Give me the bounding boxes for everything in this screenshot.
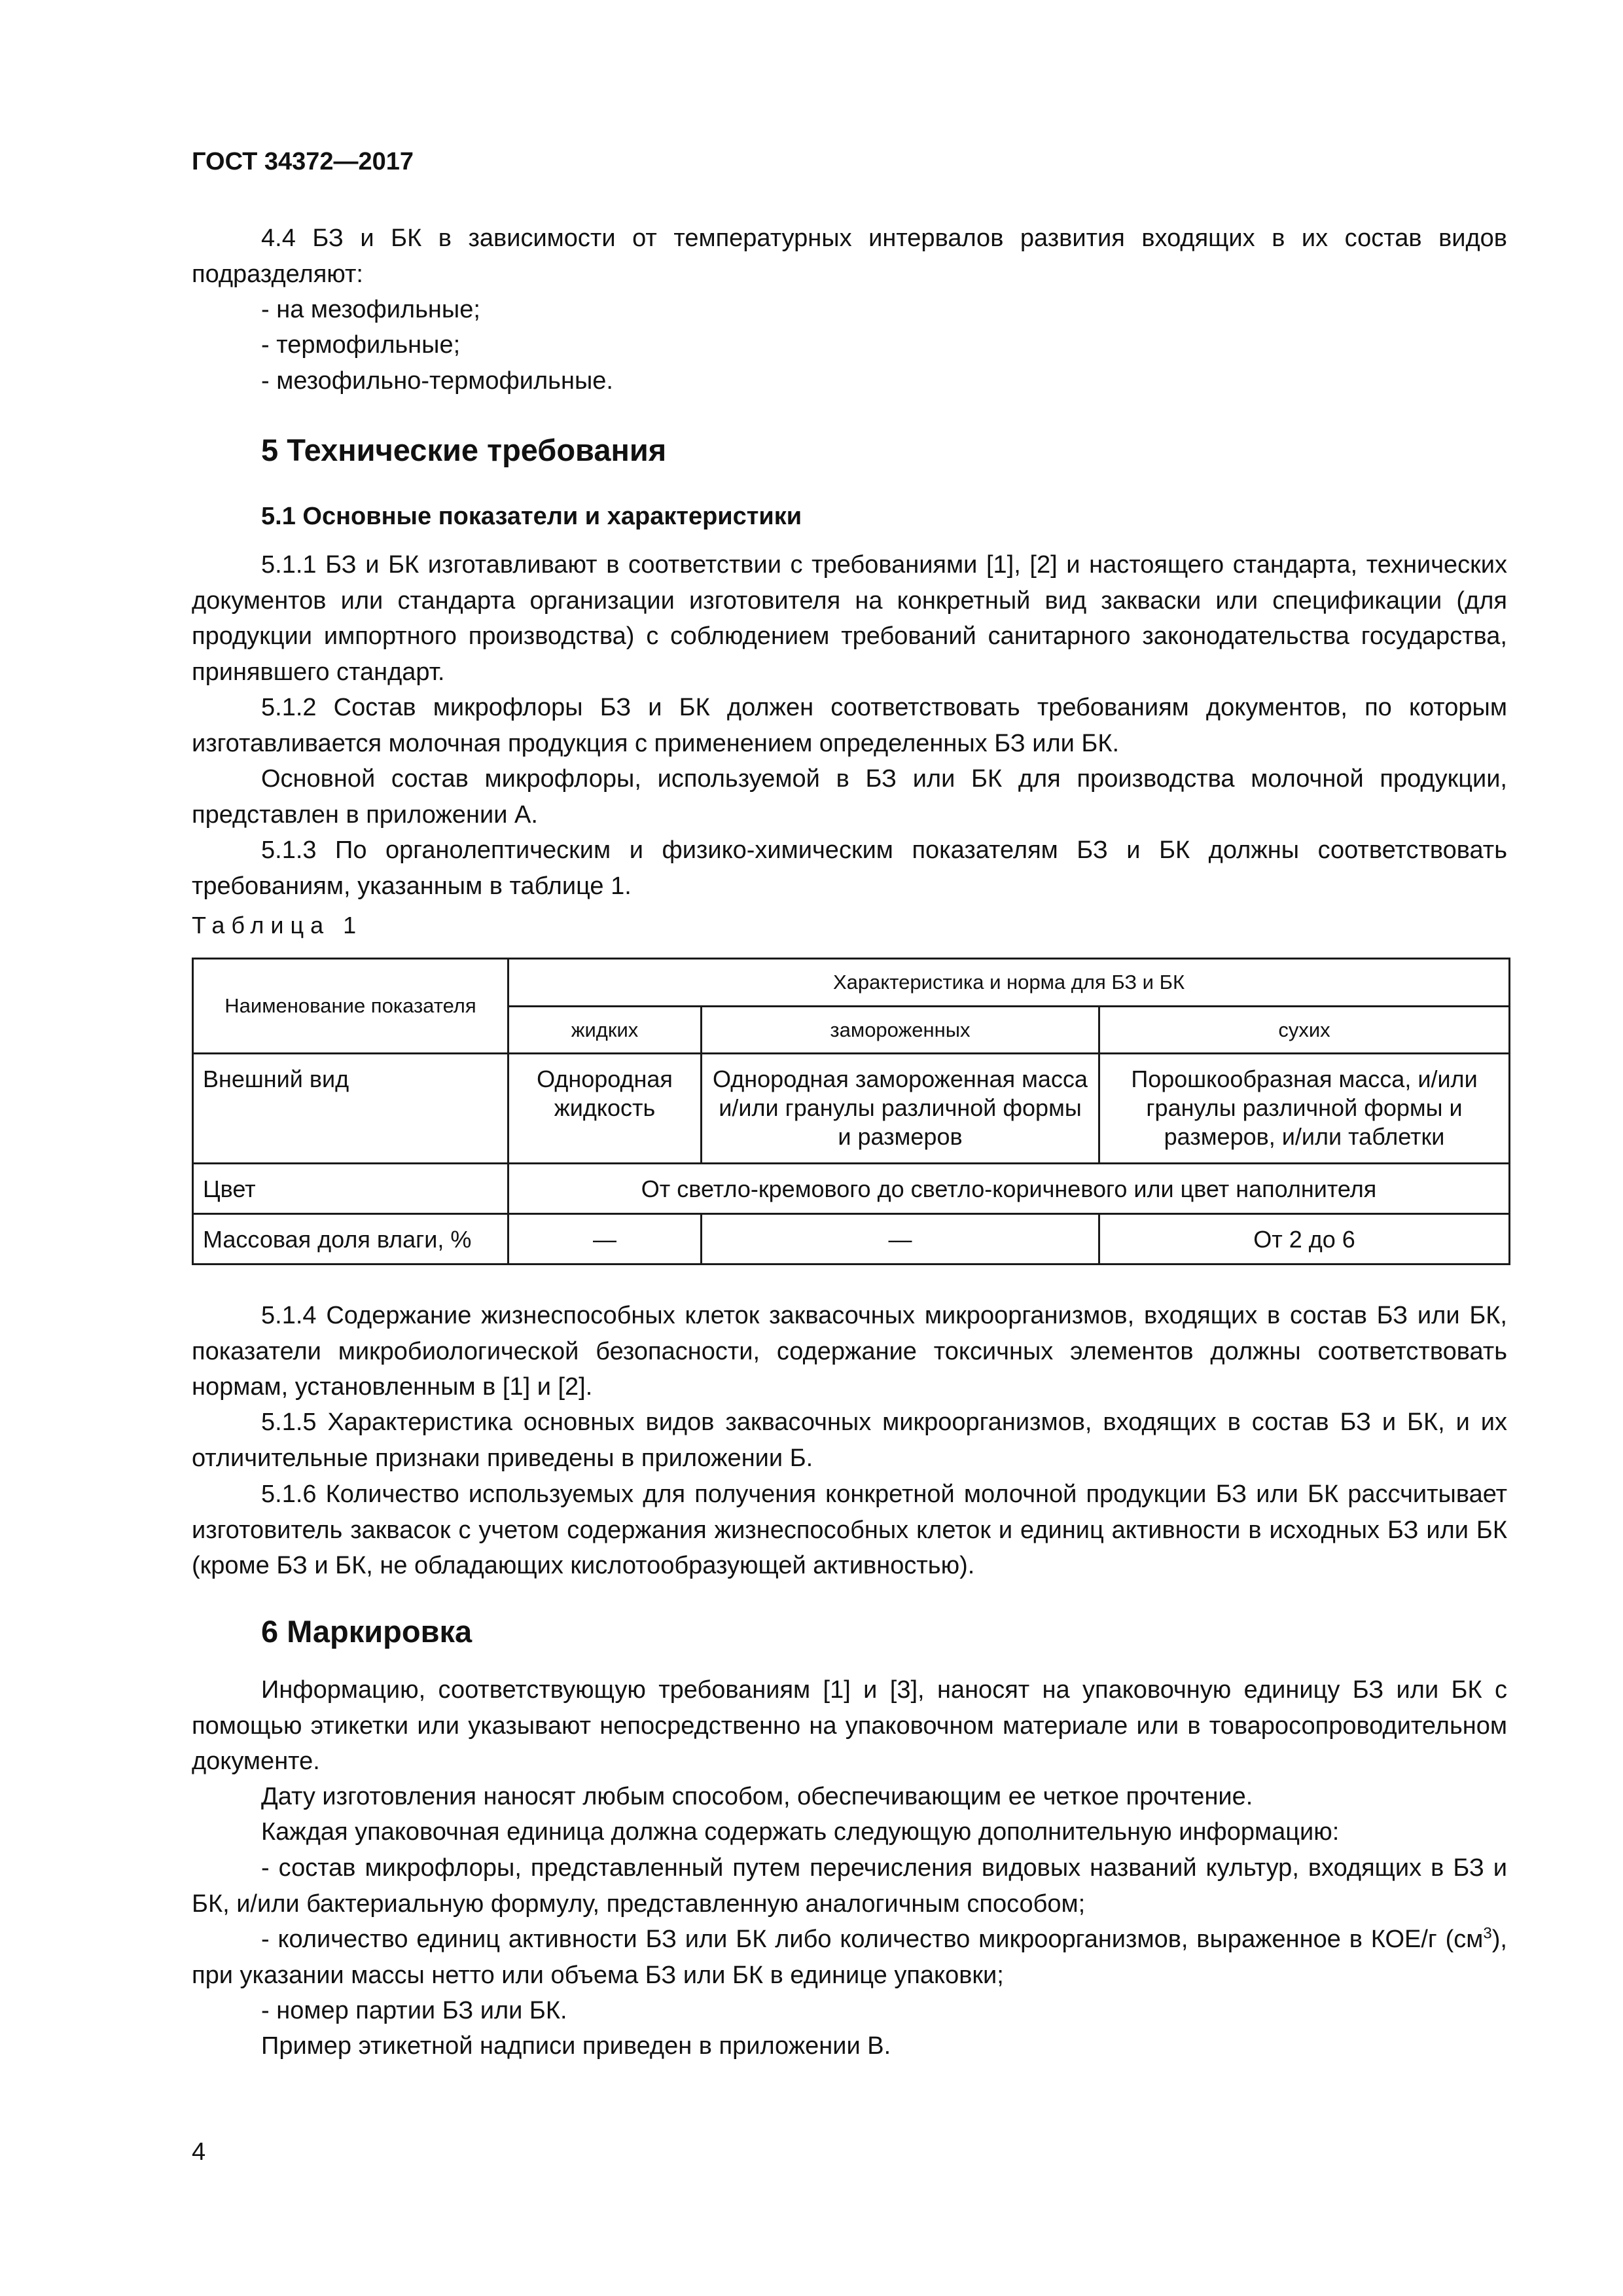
header-characteristic-group: Характеристика и норма для БЗ и БК <box>508 959 1510 1007</box>
subsection-5-1-heading: 5.1 Основные показатели и характеристики <box>261 503 802 530</box>
header-dry: сухих <box>1099 1007 1510 1054</box>
table-caption: Таблица 1 <box>192 912 363 939</box>
paragraph-5-1-3: 5.1.3 По органолептическим и физико-химическим показателям БЗ и БК должны соответствовать требованиям, указанным в таблице 1. <box>192 836 1507 900</box>
cell-name: Внешний вид <box>193 1054 508 1164</box>
section-6-heading: 6 Маркировка <box>261 1614 473 1649</box>
paragraph-6-required-info: Каждая упаковочная единица должна содержать следующую дополнительную информацию: <box>261 1818 1340 1846</box>
list-item: - номер партии БЗ или БК. <box>261 1997 567 2024</box>
paragraph-6-example: Пример этикетной надписи приведен в приложении В. <box>261 2032 891 2060</box>
table-1 <box>192 958 1510 1265</box>
table-row <box>193 1164 1510 1214</box>
cell-frozen: Однородная замороженная масса и/или гранулы различной формы и размеров <box>702 1054 1099 1164</box>
paragraph-5-1-6: 5.1.6 Количество используемых для получения конкретной молочной продукции БЗ или БК рассчитывает изготовитель заквасок с учетом содержания жизнеспособных клеток и единиц активности в исходных БЗ или БК (кроме БЗ и БК, не обладающих кислотообразующей активностью). <box>192 1480 1507 1579</box>
list-item-text: ), при указании массы нетто или объема БЗ или БК в единице упаковки; <box>192 1926 1507 1989</box>
cell-dry: Порошкообразная масса, и/или гранулы различной формы и размеров, и/или таблетки <box>1099 1054 1510 1164</box>
page-number: 4 <box>192 2138 206 2166</box>
paragraph-5-1-2-composition: Основной состав микрофлоры, используемой в БЗ или БК для производства молочной продукции, представлен в приложении А. <box>192 765 1507 829</box>
section-5-heading: 5 Технические требования <box>261 433 667 467</box>
table-header-row <box>193 959 1510 1007</box>
header-liquid: жидких <box>508 1007 702 1054</box>
superscript: 3 <box>1483 1924 1492 1943</box>
cell-merged: От светло-кремового до светло-коричневого или цвет наполнителя <box>508 1164 1510 1214</box>
list-item <box>192 1922 1507 1993</box>
paragraph-5-1-2: 5.1.2 Состав микрофлоры БЗ и БК должен соответствовать требованиям документов, по которым изготавливается молочная продукция с применением определенных БЗ или БК. <box>192 694 1507 757</box>
paragraph-6-date: Дату изготовления наносят любым способом, обеспечивающим ее четкое прочтение. <box>261 1783 1253 1810</box>
cell-name: Массовая доля влаги, % <box>193 1214 508 1265</box>
table-row <box>193 1054 1510 1164</box>
list-item: - термофильные; <box>261 331 461 359</box>
list-item: - мезофильно-термофильные. <box>261 367 613 395</box>
header-frozen: замороженных <box>702 1007 1099 1054</box>
paragraph-5-1-1: 5.1.1 БЗ и БК изготавливают в соответствии с требованиями [1], [2] и настоящего стандарта, технических документов или стандарта организации изготовителя на конкретный вид закваски или спецификации (для продукции импортного производства) с соблюдением требований санитарного законодательства государства, принявшего стандарт. <box>192 551 1507 686</box>
table-row <box>193 1214 1510 1265</box>
list-item: - на мезофильные; <box>261 296 480 323</box>
list-item-text: - количество единиц активности БЗ или БК либо количество микроорганизмов, выраженное в КОЕ/г (см <box>261 1926 1484 1953</box>
paragraph-5-1-5: 5.1.5 Характеристика основных видов заквасочных микроорганизмов, входящих в состав БЗ и БК, и их отличительные признаки приведены в приложении Б. <box>192 1408 1507 1472</box>
doc-id-header: ГОСТ 34372—2017 <box>192 148 414 175</box>
paragraph-4-4: 4.4 БЗ и БК в зависимости от температурных интервалов развития входящих в их состав видов подразделяют: <box>192 224 1507 288</box>
cell-liquid: Однородная жидкость <box>508 1054 702 1164</box>
cell-frozen: — <box>702 1214 1099 1265</box>
cell-dry: От 2 до 6 <box>1099 1214 1510 1265</box>
cell-name: Цвет <box>193 1164 508 1214</box>
paragraph-6-info: Информацию, соответствующую требованиям [1] и [3], наносят на упаковочную единицу БЗ или БК с помощью этикетки или указывают непосредственно на упаковочном материале или в товаросопроводительном документе. <box>192 1676 1507 1775</box>
list-item: - состав микрофлоры, представленный путем перечисления видовых названий культур, входящих в БЗ и БК, и/или бактериальную формулу, представленную аналогичным способом; <box>192 1854 1507 1918</box>
cell-liquid: — <box>508 1214 702 1265</box>
paragraph-5-1-4: 5.1.4 Содержание жизнеспособных клеток заквасочных микроорганизмов, входящих в состав БЗ или БК, показатели микробиологической безопасности, содержание токсичных элементов должны соответствовать нормам, установленным в [1] и [2]. <box>192 1302 1507 1401</box>
header-indicator-name: Наименование показателя <box>193 959 508 1054</box>
